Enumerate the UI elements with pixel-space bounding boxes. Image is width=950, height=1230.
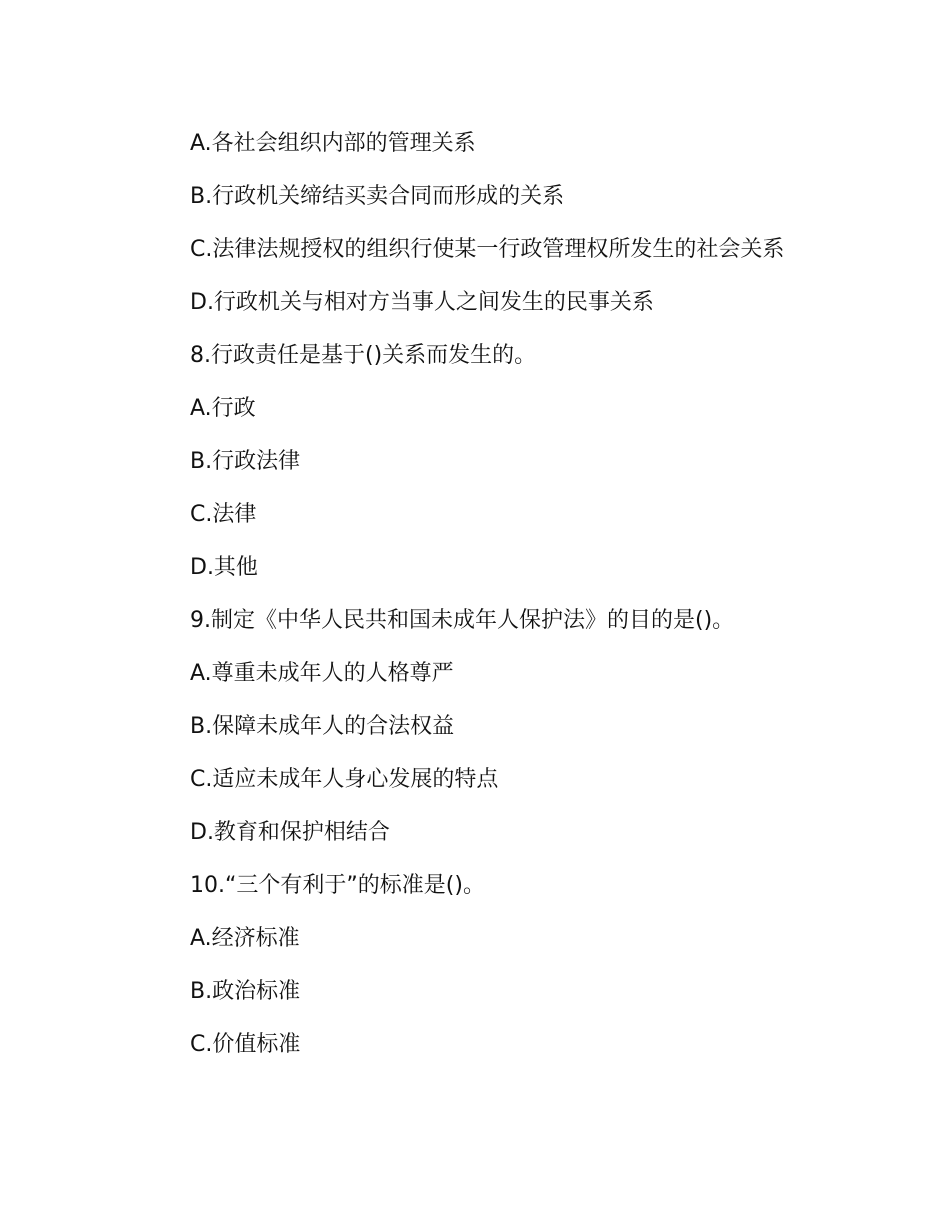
q8-option-d: D.其他 <box>190 555 258 580</box>
q7-option-a: A.各社会组织内部的管理关系 <box>190 131 476 156</box>
q10-option-b: B.政治标准 <box>190 979 301 1004</box>
question-9: 9.制定《中华人民共和国未成年人保护法》的目的是()。 <box>190 608 735 633</box>
q9-option-b: B.保障未成年人的合法权益 <box>190 714 455 739</box>
document-body <box>140 117 812 1071</box>
question-10: 10.“三个有利于”的标准是()。 <box>190 873 485 898</box>
question-8: 8.行政责任是基于()关系而发生的。 <box>190 343 537 368</box>
q8-option-a: A.行政 <box>190 396 256 421</box>
q8-option-c: C.法律 <box>190 502 257 527</box>
q9-option-c: C.适应未成年人身心发展的特点 <box>190 767 499 792</box>
q7-option-b: B.行政机关缔结买卖合同而形成的关系 <box>190 184 565 209</box>
q9-option-d: D.教育和保护相结合 <box>190 820 390 845</box>
q8-option-b: B.行政法律 <box>190 449 301 474</box>
q7-option-d: D.行政机关与相对方当事人之间发生的民事关系 <box>190 290 654 315</box>
q10-option-c: C.价值标准 <box>190 1032 301 1057</box>
q10-option-a: A.经济标准 <box>190 926 300 951</box>
q7-option-c: C.法律法规授权的组织行使某一行政管理权所发生的社会关系 <box>190 237 785 262</box>
q9-option-a: A.尊重未成年人的人格尊严 <box>190 661 454 686</box>
